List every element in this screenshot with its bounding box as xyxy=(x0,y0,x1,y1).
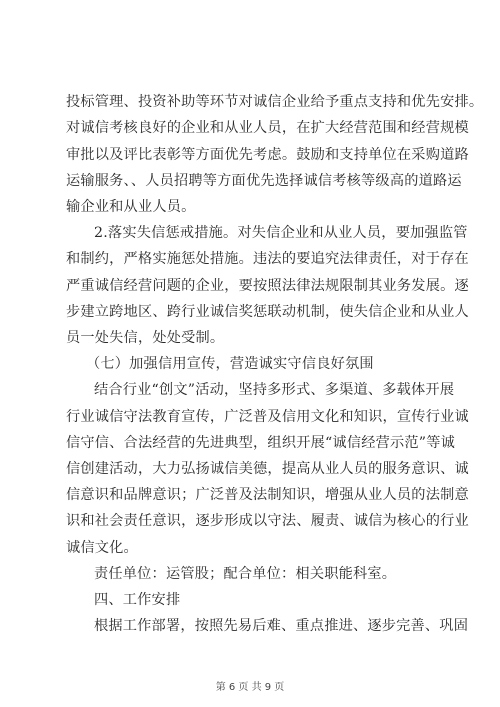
text-line: 根据工作部署，按照先易后难、重点推进、逐步完善、巩固 xyxy=(94,618,469,634)
text-line: 识和社会责任意识，逐步形成以守法、履责、诚信为核心的行业 xyxy=(66,513,469,529)
page-footer: 第 6 页 共 9 页 xyxy=(215,682,285,693)
text-line: 运输服务、、人员招聘等方面优先选择诚信考核等级高的道路运 xyxy=(66,173,462,189)
text-line: 严重诚信经营问题的企业，要按照法律法规限制其业务发展。逐 xyxy=(66,278,469,294)
text-line: 责任单位：运管股；配合单位：相关职能科室。 xyxy=(94,566,397,582)
text-line: 结合行业“创文”活动，坚持多形式、多渠道、多载体开展 xyxy=(94,382,455,398)
section-heading: 四、工作安排 xyxy=(94,592,181,608)
text-line: 信守信、合法经营的先进典型，组织开展“诚信经营示范”等诚 xyxy=(66,435,455,451)
text-line: 信意识和品牌意识；广泛普及法制知识，增强从业人员的法制意 xyxy=(66,487,469,503)
text-line: 行业诚信守法教育宣传，广泛普及信用文化和知识，宣传行业诚 xyxy=(66,409,469,425)
text-line: 2.落实失信惩戒措施。对失信企业和从业人员，要加强监管 xyxy=(94,225,468,241)
text-line: 投标管理、投资补助等环节对诚信企业给予重点支持和优先安排。 xyxy=(66,94,484,110)
text-line: 输企业和从业人员。 xyxy=(66,199,196,215)
text-line: 诚信文化。 xyxy=(66,540,138,556)
text-line: 信创建活动，大力弘扬诚信美德，提高从业人员的服务意识、诚 xyxy=(66,461,469,477)
text-line: 和制约，严格实施惩处措施。违法的要追究法律责任，对于存在 xyxy=(66,251,469,267)
text-line: 员一处失信，处处受制。 xyxy=(66,330,225,346)
section-heading: （七）加强信用宣传，营造诚实守信良好氛围 xyxy=(86,356,374,372)
text-line: 审批以及评比表彰等方面优先考虑。鼓励和支持单位在采购道路 xyxy=(66,147,469,163)
text-line: 步建立跨地区、跨行业诚信奖惩联动机制，使失信企业和从业人 xyxy=(66,304,469,320)
text-line: 对诚信考核良好的企业和从业人员，在扩大经营范围和经营规模 xyxy=(66,120,469,136)
